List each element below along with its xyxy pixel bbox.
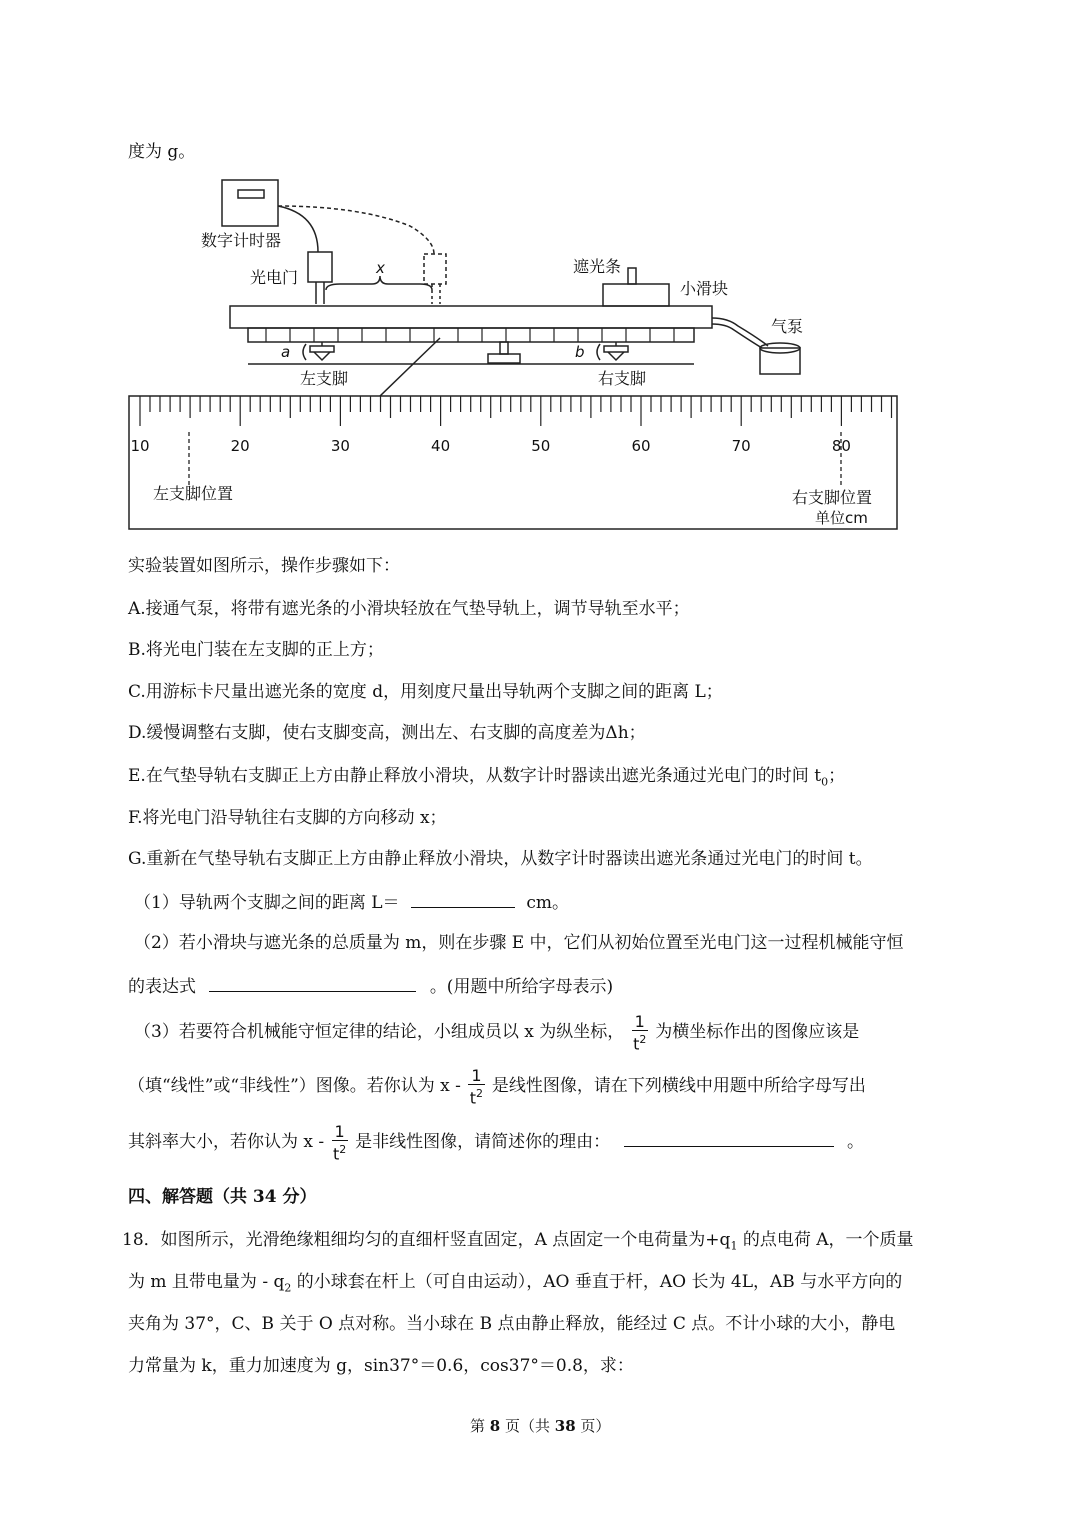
q2-text: 的表达式 xyxy=(128,977,196,997)
shade-strip xyxy=(628,268,636,284)
left-position-label: 左支脚位置 xyxy=(153,484,234,503)
intro-fragment: 度为 g。 xyxy=(128,142,196,162)
footer-text-3: 页） xyxy=(575,1417,611,1435)
fraction-denominator: $t^2$ xyxy=(633,1032,647,1054)
question-2-line1: （2）若小滑块与遮光条的总质量为 m，则在步骤 E 中，它们从初始位置至光电门这一过程机械能守恒 xyxy=(134,933,904,953)
x-label: x xyxy=(376,259,385,277)
slider-label: 小滑块 xyxy=(680,279,729,298)
q18-text-3: 为 m 且带电量为 - q xyxy=(128,1272,285,1292)
q3-text-2: 为横坐标作出的图像应该是 xyxy=(655,1022,860,1042)
ruler xyxy=(129,396,897,529)
q18-sub-2: 2 xyxy=(284,1281,292,1295)
timer-box xyxy=(222,180,278,226)
question-3-line2 xyxy=(128,1062,866,1110)
fraction-denominator: $t^2$ xyxy=(333,1142,347,1164)
b-label: b xyxy=(575,343,585,361)
footer-total: 38 xyxy=(554,1417,576,1435)
question-1 xyxy=(134,889,569,915)
x-brace xyxy=(326,276,432,290)
q18-text-1: 18．如图所示，光滑绝缘粗细均匀的直细杆竖直固定，A 点固定一个电荷量为+q xyxy=(122,1230,731,1250)
photogate-moved xyxy=(424,254,446,284)
q18-text-2: 的点电荷 A，一个质量 xyxy=(737,1230,914,1250)
left-foot-label: 左支脚 xyxy=(300,369,349,388)
q1-answer-blank[interactable] xyxy=(411,889,515,908)
step-f: F.将光电门沿导轨往右支脚的方向移动 x； xyxy=(128,808,447,828)
step-a: A.接通气泵，将带有遮光条的小滑块轻放在气垫导轨上，调节导轨至水平； xyxy=(128,599,690,619)
q3-text-5: 其斜率大小，若你认为 x - xyxy=(128,1132,325,1152)
section-heading xyxy=(128,1185,317,1209)
pump-label: 气泵 xyxy=(771,317,804,336)
q18-text-4: 的小球套在杆上（可自由运动），AO 垂直于杆，AO 长为 4L，AB 与水平方向的 xyxy=(291,1272,903,1292)
q3-end: 。 xyxy=(846,1132,864,1152)
question-18-line1 xyxy=(122,1228,914,1258)
ruler-number: 30 xyxy=(330,437,350,455)
fraction-1-over-t-squared xyxy=(332,1123,348,1162)
page-footer xyxy=(470,1414,610,1438)
ruler-number: 80 xyxy=(831,437,851,455)
unit-label: 单位cm xyxy=(815,509,868,527)
experiment-figure xyxy=(0,0,1080,540)
ruler-number: 10 xyxy=(130,437,150,455)
step-c: C.用游标卡尺量出遮光条的宽度 d，用刻度尺量出导轨两个支脚之间的距离 L； xyxy=(128,682,723,702)
gate-label: 光电门 xyxy=(250,268,299,287)
question-3-line3 xyxy=(128,1118,864,1166)
section-points: 34 xyxy=(252,1187,277,1207)
ruler-number: 50 xyxy=(531,437,551,455)
ruler-number: 60 xyxy=(631,437,651,455)
step-e-text: E.在气垫导轨右支脚正上方由静止释放小滑块，从数字计时器读出遮光条通过光电门的时间 t xyxy=(128,766,822,786)
shade-label: 遮光条 xyxy=(573,257,622,276)
q3-text-6: 是非线性图像，请简述你的理由： xyxy=(355,1132,611,1152)
footer-text-1: 第 xyxy=(470,1417,490,1435)
fraction-numerator: 1 xyxy=(632,1013,648,1031)
fraction-numerator: 1 xyxy=(468,1067,484,1085)
timer-display xyxy=(238,190,264,198)
footer-text-2: 页（共 xyxy=(500,1417,555,1435)
question-18-line3: 夹角为 37°，C、B 关于 O 点对称。当小球在 B 点由静止释放，能经过 C 点。不计小球的大小，静电 xyxy=(128,1314,896,1334)
q1-text: （1）导轨两个支脚之间的距离 L＝ xyxy=(134,893,400,913)
section-heading-end: 分） xyxy=(276,1187,317,1207)
step-e-end: ； xyxy=(828,766,846,786)
air-rail xyxy=(230,306,712,328)
q3-text-1: （3）若要符合机械能守恒定律的结论，小组成员以 x 为纵坐标， xyxy=(134,1022,625,1042)
q2-answer-blank[interactable] xyxy=(209,973,416,992)
timer-label: 数字计时器 xyxy=(201,231,282,250)
step-b: B.将光电门装在左支脚的正上方； xyxy=(128,640,384,660)
rail-base xyxy=(248,328,694,342)
question-3-line1 xyxy=(134,1008,859,1056)
ruler-number: 20 xyxy=(230,437,250,455)
q3-text-3: （填“线性”或“非线性”）图像。若你认为 x - xyxy=(128,1076,461,1096)
right-foot-label: 右支脚 xyxy=(598,369,647,388)
fraction-denominator: $t^2$ xyxy=(469,1086,484,1108)
question-2-line2 xyxy=(128,973,613,999)
q2-hint: 。(用题中所给字母表示) xyxy=(429,977,614,997)
question-18-line2 xyxy=(128,1270,902,1300)
step-e xyxy=(128,764,845,794)
photogate xyxy=(308,252,332,282)
right-position-label: 右支脚位置 xyxy=(792,488,873,507)
ruler-number: 70 xyxy=(731,437,751,455)
footer-page: 8 xyxy=(489,1417,501,1435)
q3-text-4: 是线性图像，请在下列横线中用题中所给字母写出 xyxy=(491,1076,866,1096)
slider-block xyxy=(603,284,669,306)
q18-sub-1: 1 xyxy=(730,1239,738,1253)
ruler-number: 40 xyxy=(431,437,451,455)
q3-answer-blank[interactable] xyxy=(624,1128,834,1147)
step-g: G.重新在气垫导轨右支脚正上方由静止释放小滑块，从数字计时器读出遮光条通过光电门的时间 t。 xyxy=(128,849,873,869)
q1-unit: cm。 xyxy=(526,893,569,913)
step-d: D.缓慢调整右支脚，使右支脚变高，测出左、右支脚的高度差为Δh； xyxy=(128,723,646,743)
a-label: a xyxy=(281,343,291,361)
fraction-numerator: 1 xyxy=(332,1123,348,1141)
fraction-1-over-t-squared xyxy=(468,1067,484,1106)
procedure-intro: 实验装置如图所示，操作步骤如下： xyxy=(128,556,400,576)
fraction-1-over-t-squared xyxy=(632,1013,648,1052)
section-heading-text: 四、解答题（共 xyxy=(128,1187,253,1207)
step-e-subscript: 0 xyxy=(821,775,829,789)
question-18-line4: 力常量为 k，重力加速度为 g，sin37°＝0.6，cos37°＝0.8，求： xyxy=(128,1356,634,1376)
